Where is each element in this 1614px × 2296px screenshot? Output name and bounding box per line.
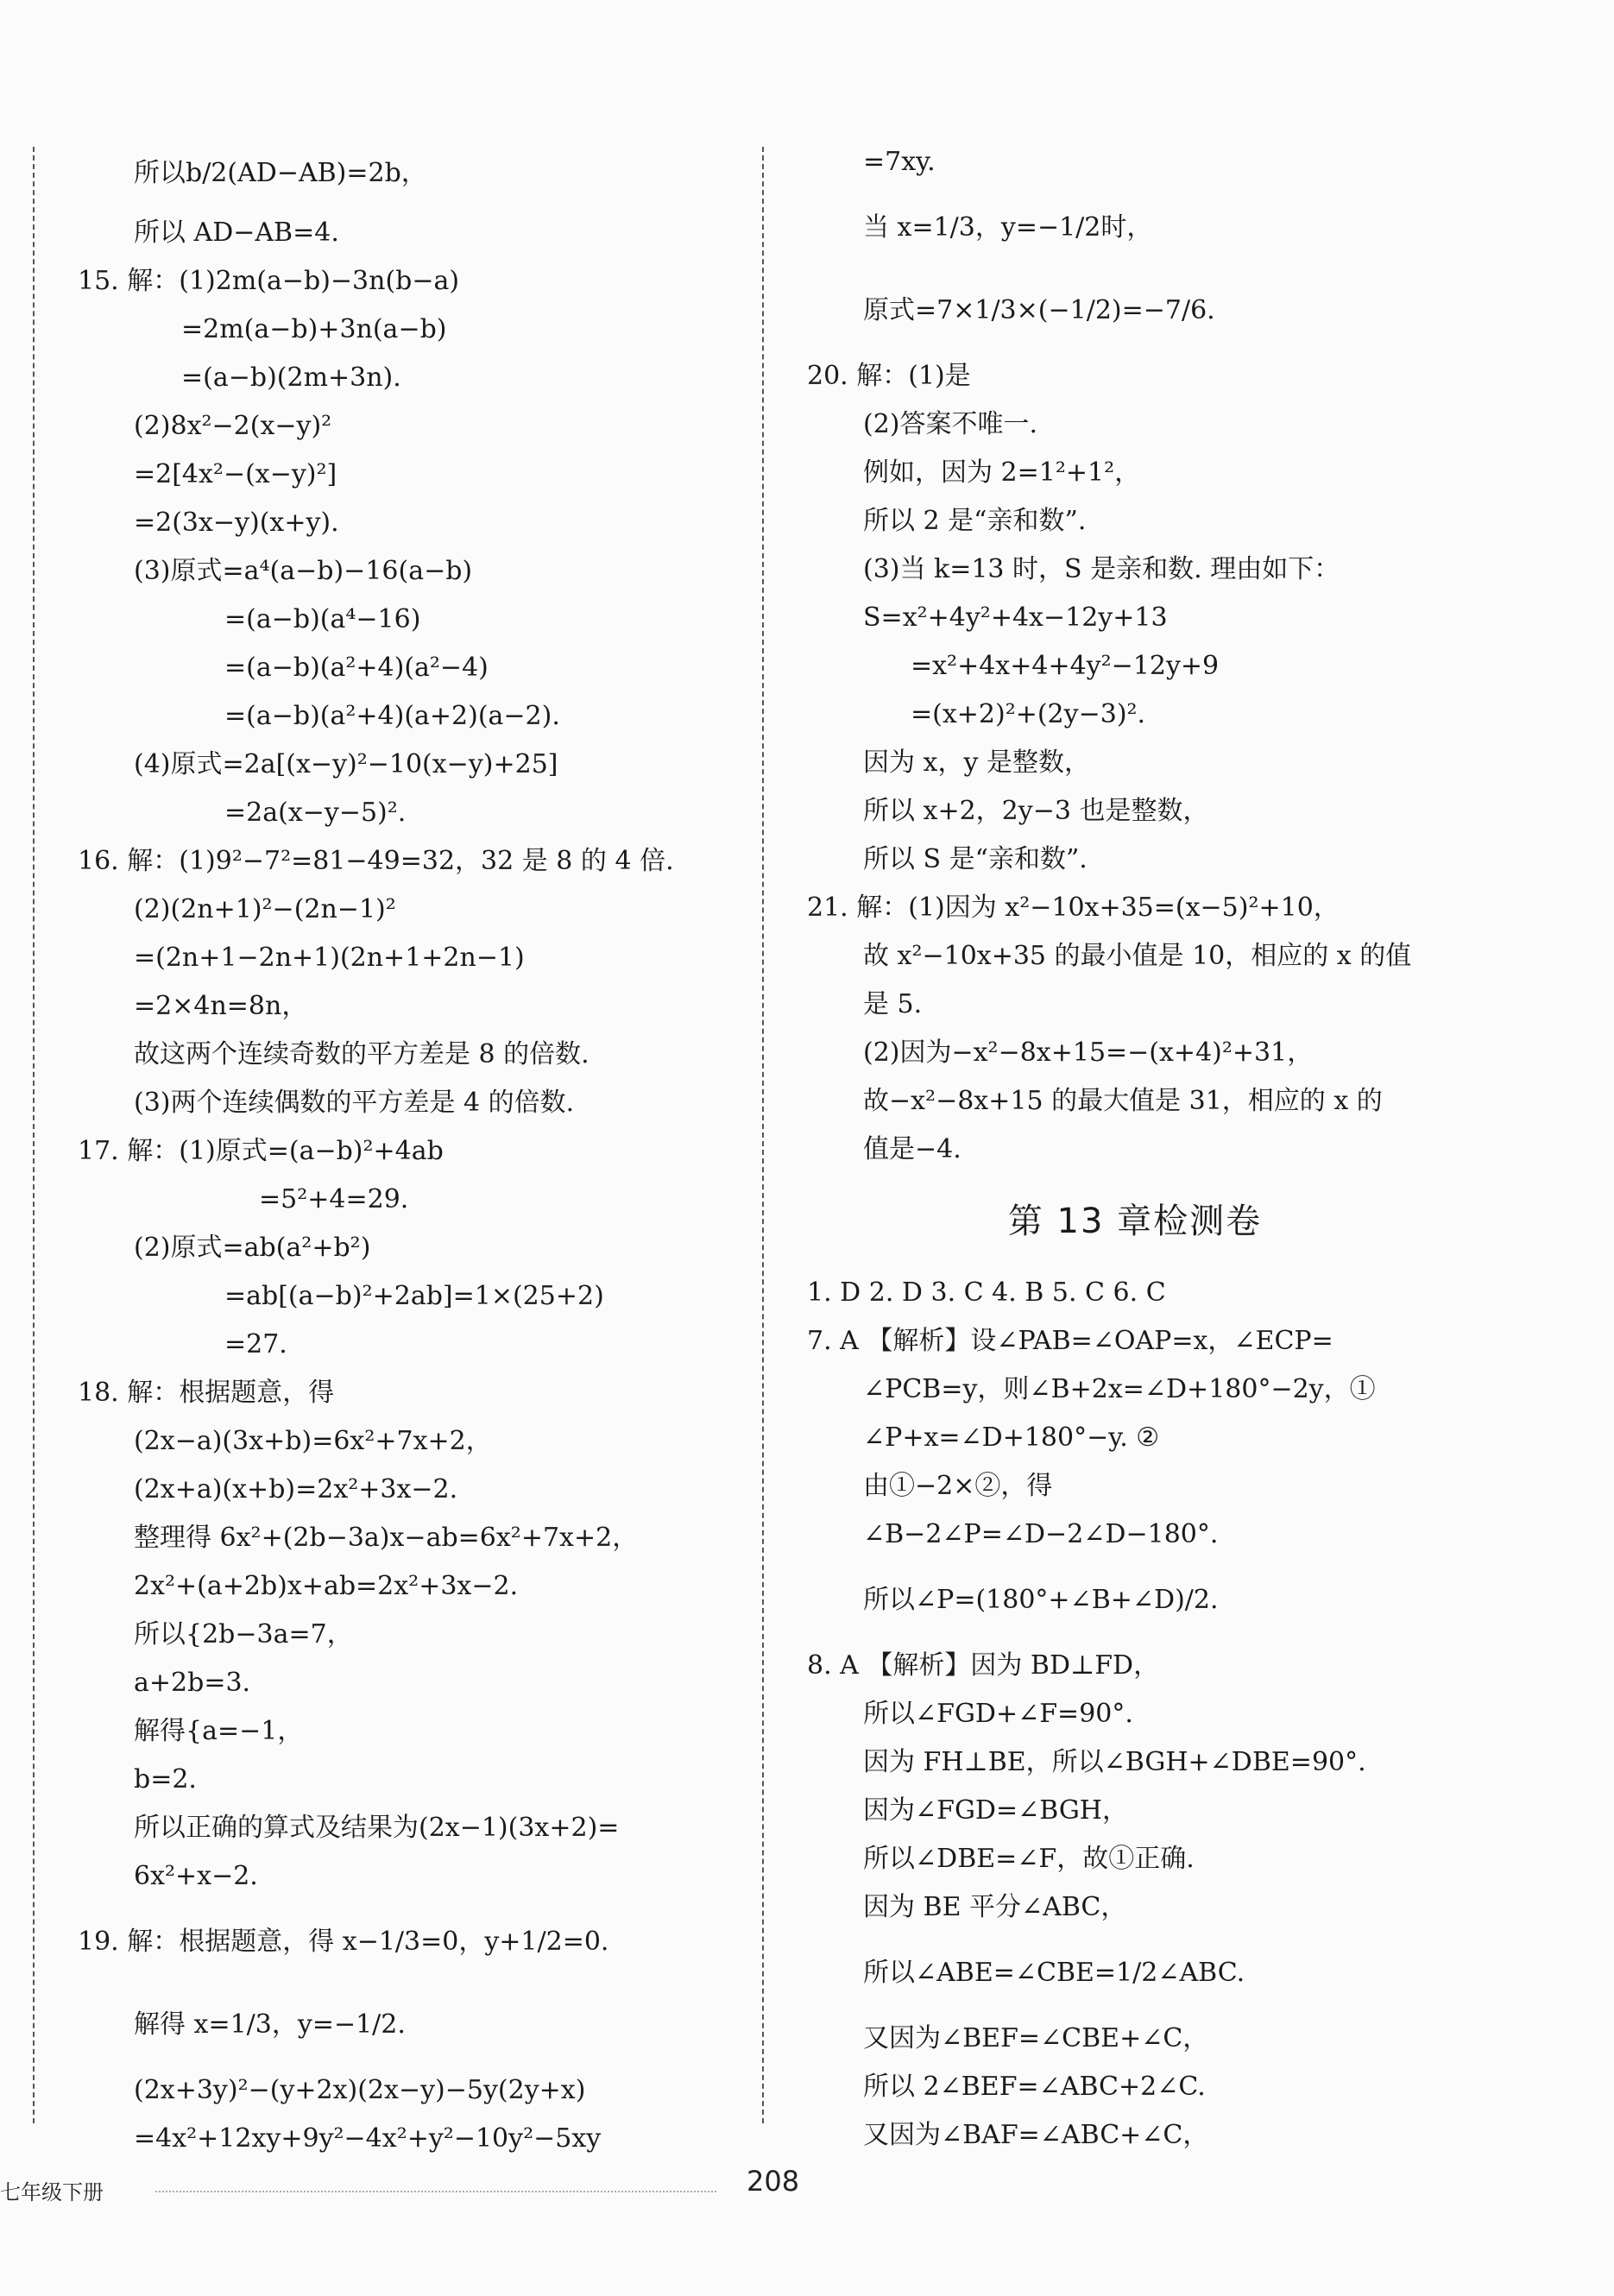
text-line: 20. 解：(1)是: [807, 361, 971, 391]
text-line: 21. 解：(1)因为 x²−10x+35=(x−5)²+10，: [807, 893, 1340, 923]
text-line: 所以 2∠BEF=∠ABC+2∠C.: [863, 2072, 1206, 2102]
text-line: S=x²+4y²+4x−12y+13: [863, 602, 1168, 633]
text-line: 整理得 6x²+(2b−3a)x−ab=6x²+7x+2，: [134, 1523, 639, 1553]
text-line: 当 x=1/3，y=−1/2时，: [863, 212, 1153, 243]
text-line: =(a−b)(2m+3n).: [181, 363, 401, 393]
text-line: (2x−a)(3x+b)=6x²+7x+2，: [134, 1426, 492, 1456]
text-line: =4x²+12xy+9y²−4x²+y²−10y²−5xy: [134, 2123, 602, 2154]
text-line: =27.: [224, 1329, 287, 1359]
text-line: 因为 BE 平分∠ABC，: [863, 1892, 1127, 1922]
text-line: 原式=7×1/3×(−1/2)=−7/6.: [863, 295, 1215, 325]
text-line: (4)原式=2a[(x−y)²−10(x−y)+25]: [134, 749, 558, 779]
text-line: =(x+2)²+(2y−3)².: [911, 699, 1146, 729]
text-line: (2)原式=ab(a²+b²): [134, 1233, 371, 1263]
text-line: 所以∠FGD+∠F=90°.: [863, 1699, 1133, 1729]
text-line: 所以∠DBE=∠F，故①正确.: [863, 1844, 1195, 1874]
footer-dotted-line: [155, 2191, 716, 2192]
footer-grade-label: 七年级下册: [0, 2180, 104, 2205]
text-line: 所以{2b−3a=7，: [134, 1619, 353, 1649]
right-column: [807, 138, 1463, 2160]
text-line: 所以 x+2，2y−3 也是整数，: [863, 796, 1209, 826]
text-line: 8. A 【解析】因为 BD⊥FD，: [807, 1650, 1160, 1681]
text-line: 15. 解：(1)2m(a−b)−3n(b−a): [78, 266, 460, 296]
text-line: =5²+4=29.: [259, 1184, 409, 1214]
text-line: 所以 S 是“亲和数”.: [863, 844, 1088, 874]
text-line: (2)8x²−2(x−y)²: [134, 411, 332, 441]
text-line: 由①−2×②，得: [863, 1471, 1053, 1501]
text-line: 17. 解：(1)原式=(a−b)²+4ab: [78, 1136, 444, 1166]
left-column: [78, 138, 734, 2163]
text-line: 故这两个连续奇数的平方差是 8 的倍数.: [134, 1039, 589, 1069]
text-line: 所以 2 是“亲和数”.: [863, 506, 1087, 536]
text-line: =2[4x²−(x−y)²]: [134, 459, 337, 489]
text-line: 故−x²−8x+15 的最大值是 31，相应的 x 的: [863, 1086, 1383, 1116]
text-line: (3)当 k=13 时，S 是亲和数. 理由如下：: [863, 554, 1340, 584]
text-line: =2a(x−y−5)².: [224, 798, 407, 828]
text-line: a+2b=3.: [134, 1668, 251, 1698]
text-line: 2x²+(a+2b)x+ab=2x²+3x−2.: [134, 1571, 519, 1601]
text-line: =(a−b)(a⁴−16): [224, 604, 421, 634]
text-line: 所以正确的算式及结果为(2x−1)(3x+2)=: [134, 1813, 620, 1843]
text-line: =ab[(a−b)²+2ab]=1×(25+2): [224, 1281, 604, 1311]
page-number: 208: [747, 2165, 800, 2198]
text-line: =(a−b)(a²+4)(a+2)(a−2).: [224, 701, 560, 731]
left-margin-dashed-line: [33, 147, 35, 2123]
text-line: ∠B−2∠P=∠D−2∠D−180°.: [863, 1519, 1219, 1549]
text-line: 因为 FH⊥BE，所以∠BGH+∠DBE=90°.: [863, 1747, 1366, 1777]
text-line: b=2.: [134, 1764, 197, 1795]
text-line: 18. 解：根据题意，得: [78, 1378, 335, 1408]
text-line: 例如，因为 2=1²+1²，: [863, 457, 1141, 488]
text-line: 16. 解：(1)9²−7²=81−49=32，32 是 8 的 4 倍.: [78, 846, 674, 876]
text-line: =2×4n=8n，: [134, 991, 308, 1021]
text-line: 7. A 【解析】设∠PAB=∠OAP=x，∠ECP=: [807, 1326, 1333, 1356]
center-dashed-line: [762, 147, 764, 2123]
text-line: 又因为∠BAF=∠ABC+∠C，: [863, 2120, 1209, 2150]
text-line: 又因为∠BEF=∠CBE+∠C，: [863, 2023, 1209, 2053]
text-line: =(a−b)(a²+4)(a²−4): [224, 653, 489, 683]
section-heading: 第 13 章检测卷: [1007, 1202, 1263, 1241]
text-line: 1. D 2. D 3. C 4. B 5. C 6. C: [807, 1277, 1166, 1308]
text-line: 所以 AD−AB=4.: [134, 218, 339, 248]
text-line: 19. 解：根据题意，得 x−1/3=0，y+1/2=0.: [78, 1927, 609, 1957]
text-line: (2)因为−x²−8x+15=−(x+4)²+31，: [863, 1038, 1314, 1068]
text-line: =x²+4x+4+4y²−12y+9: [911, 651, 1220, 681]
text-line: ∠PCB=y，则∠B+2x=∠D+180°−2y，①: [863, 1374, 1376, 1404]
text-line: 所以b/2(AD−AB)=2b，: [134, 158, 427, 188]
text-line: 所以∠ABE=∠CBE=1/2∠ABC.: [863, 1958, 1245, 1988]
text-line: 6x²+x−2.: [134, 1861, 258, 1891]
text-line: (3)两个连续偶数的平方差是 4 的倍数.: [134, 1088, 575, 1118]
text-line: (3)原式=a⁴(a−b)−16(a−b): [134, 556, 473, 586]
text-line: =(2n+1−2n+1)(2n+1+2n−1): [134, 943, 525, 973]
text-line: 是 5.: [863, 989, 923, 1019]
text-line: 解得 x=1/3，y=−1/2.: [134, 2009, 406, 2040]
text-line: 故 x²−10x+35 的最小值是 10，相应的 x 的值: [863, 941, 1412, 971]
text-line: 值是−4.: [863, 1134, 961, 1164]
text-line: (2)(2n+1)²−(2n−1)²: [134, 894, 396, 924]
text-line: 所以∠P=(180°+∠B+∠D)/2.: [863, 1585, 1219, 1615]
text-line: ∠P+x=∠D+180°−y. ②: [863, 1422, 1160, 1453]
text-line: =2(3x−y)(x+y).: [134, 508, 339, 538]
text-line: 因为∠FGD=∠BGH，: [863, 1795, 1128, 1826]
text-line: 解得{a=−1，: [134, 1716, 304, 1746]
text-line: (2x+3y)²−(y+2x)(2x−y)−5y(2y+x): [134, 2075, 586, 2105]
text-line: =7xy.: [863, 147, 936, 177]
text-line: =2m(a−b)+3n(a−b): [181, 314, 447, 344]
text-line: (2)答案不唯一.: [863, 409, 1038, 439]
text-line: (2x+a)(x+b)=2x²+3x−2.: [134, 1474, 458, 1504]
text-line: 因为 x，y 是整数，: [863, 747, 1090, 778]
